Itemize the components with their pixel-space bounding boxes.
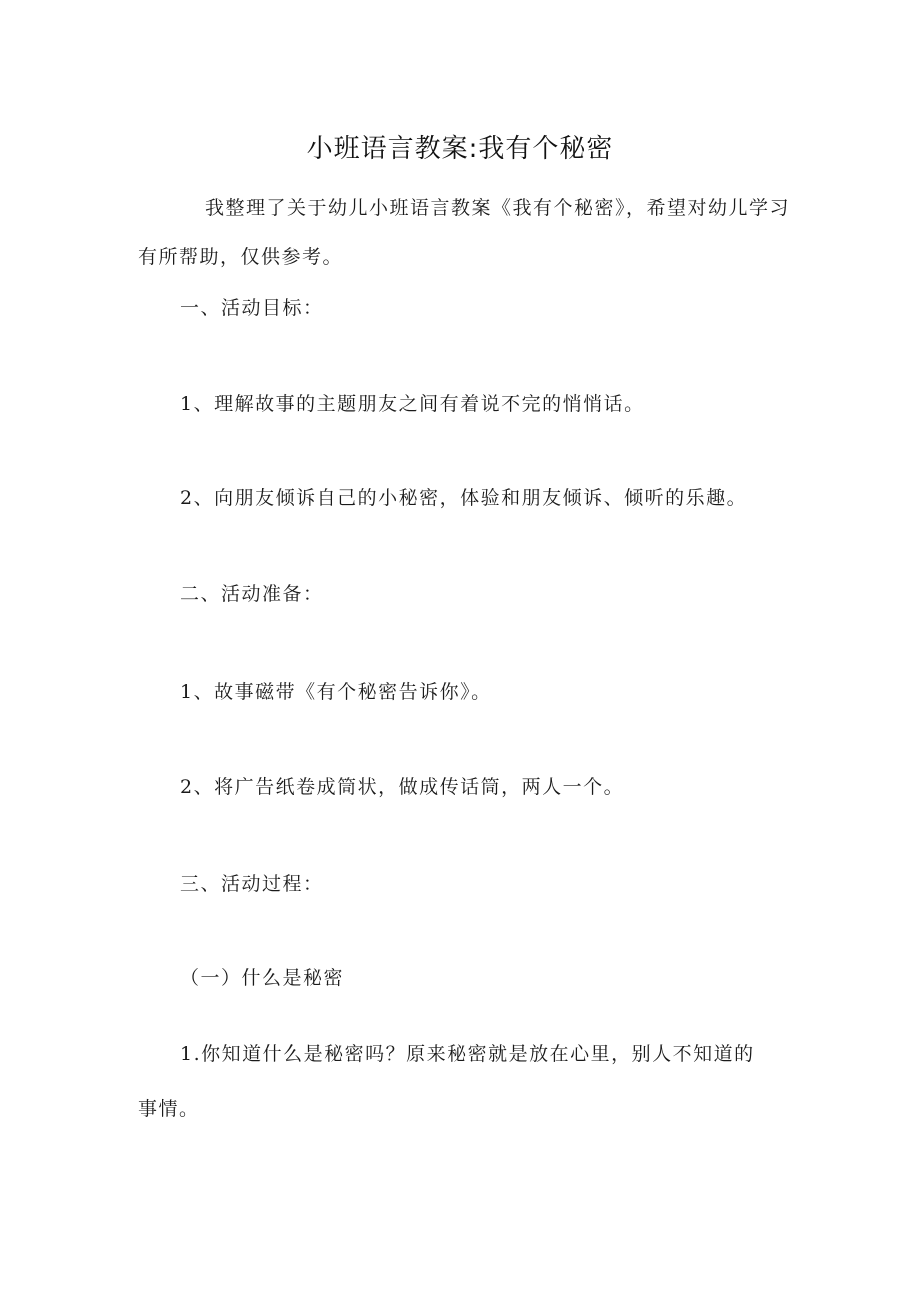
goal-item-1: 1、理解故事的主题朋友之间有着说不完的悄悄话。 [180, 393, 645, 415]
intro-line-2: 有所帮助，仅供参考。 [138, 246, 344, 268]
prep-item-1: 1、故事磁带《有个秘密告诉你》。 [180, 681, 492, 703]
goals-heading: 一、活动目标： [180, 297, 324, 319]
process-heading: 三、活动过程： [180, 873, 324, 895]
process-item-1-line-1: 1.你知道什么是秘密吗？原来秘密就是放在心里，别人不知道的 [180, 1043, 755, 1065]
prep-item-2: 2、将广告纸卷成筒状，做成传话筒，两人一个。 [180, 776, 625, 798]
process-subheading-1: （一）什么是秘密 [180, 967, 345, 989]
prep-heading: 二、活动准备： [180, 583, 324, 605]
process-item-1-line-2: 事情。 [138, 1098, 200, 1120]
goal-item-2: 2、向朋友倾诉自己的小秘密，体验和朋友倾诉、倾听的乐趣。 [180, 487, 748, 509]
intro-line-1: 我整理了关于幼儿小班语言教案《我有个秘密》，希望对幼儿学习 [205, 197, 791, 219]
document-title: 小班语言教案:我有个秘密 [306, 134, 614, 164]
